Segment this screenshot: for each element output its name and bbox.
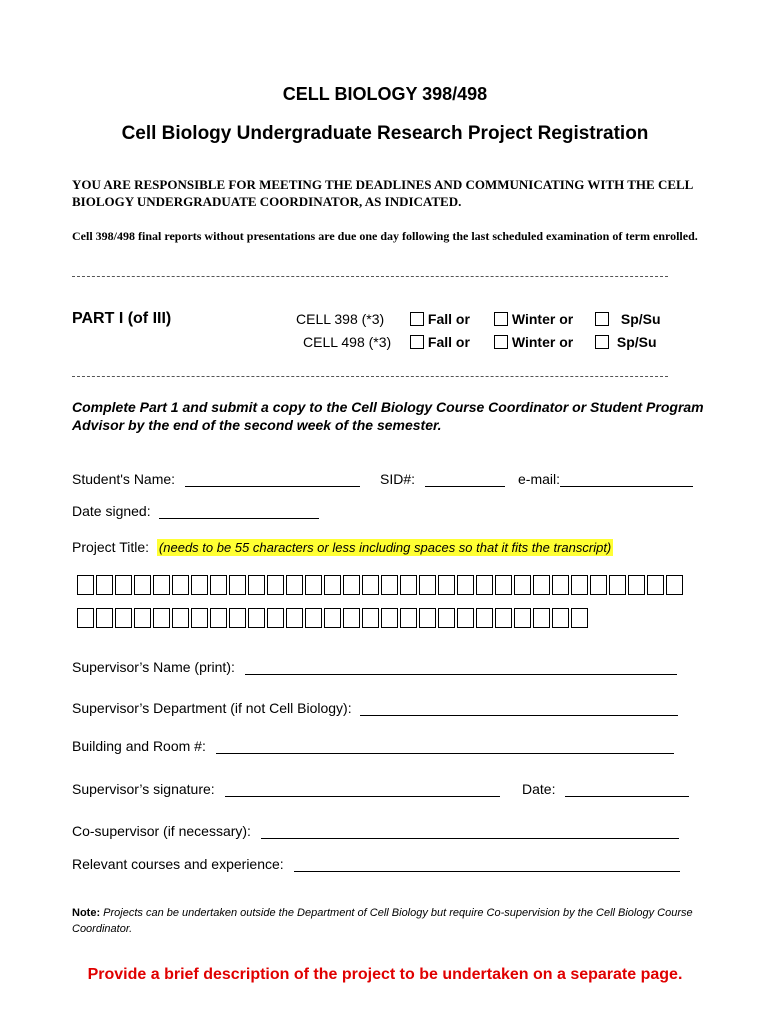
co-supervisor-field[interactable] [261, 823, 679, 839]
project-title-label: Project Title: [72, 539, 150, 555]
title-char-box[interactable] [419, 608, 436, 628]
project-title-hint: (needs to be 55 characters or less including spaces so that it fits the transcript) [158, 540, 612, 555]
supervisor-signature-label: Supervisor’s signature: [72, 781, 215, 797]
title-char-box[interactable] [438, 575, 455, 595]
course-name: CELL 398 [296, 311, 358, 327]
title-char-box[interactable] [552, 575, 569, 595]
title-char-box[interactable] [609, 575, 626, 595]
supervisor-name-row [72, 659, 677, 675]
term-option-spsu-498[interactable]: Sp/Su [595, 334, 657, 350]
title-char-box[interactable] [457, 575, 474, 595]
checkbox-winter-498[interactable] [494, 335, 508, 349]
checkbox-fall-398[interactable] [410, 312, 424, 326]
student-name-row [72, 471, 360, 487]
building-room-row [72, 738, 674, 754]
title-char-box[interactable] [552, 608, 569, 628]
title-char-box[interactable] [666, 575, 683, 595]
course-units: (*3) [361, 311, 385, 327]
title-box-row-1[interactable] [77, 575, 685, 595]
title-char-box[interactable] [267, 575, 284, 595]
title-char-box[interactable] [647, 575, 664, 595]
date-signed-row [72, 503, 319, 519]
title-char-box[interactable] [134, 575, 151, 595]
form-title: Cell Biology Undergraduate Research Project Registration [121, 123, 649, 144]
project-title-row [72, 539, 613, 555]
title-char-box[interactable] [172, 608, 189, 628]
relevant-courses-label: Relevant courses and experience: [72, 856, 284, 872]
date-signed-label: Date signed: [72, 503, 151, 519]
title-char-box[interactable] [628, 575, 645, 595]
title-char-box[interactable] [267, 608, 284, 628]
title-char-box[interactable] [400, 575, 417, 595]
title-char-box[interactable] [381, 608, 398, 628]
title-char-box[interactable] [381, 575, 398, 595]
supervisor-department-row [72, 700, 678, 716]
title-char-box[interactable] [305, 608, 322, 628]
sid-row [380, 471, 505, 487]
title-char-box[interactable] [571, 608, 588, 628]
sid-label: SID#: [380, 471, 416, 487]
title-char-box[interactable] [400, 608, 417, 628]
title-char-box[interactable] [229, 575, 246, 595]
note-text: Projects can be undertaken outside the Department of Cell Biology but require Co-supervision by the Cell Biology Course Coordinator. [72, 907, 693, 935]
checkbox-spsu-398[interactable] [595, 312, 609, 326]
co-supervisor-row [72, 823, 679, 839]
email-field[interactable] [560, 471, 693, 487]
supervisor-name-label: Supervisor’s Name (print): [72, 659, 235, 675]
title-char-box[interactable] [514, 608, 531, 628]
title-char-box[interactable] [115, 575, 132, 595]
co-supervision-note [72, 905, 712, 937]
course-cell-498 [303, 334, 391, 350]
checkbox-spsu-498[interactable] [595, 335, 609, 349]
title-char-box[interactable] [191, 575, 208, 595]
note-label: Note: [72, 907, 101, 919]
course-cell-398 [296, 311, 384, 327]
supervisor-signature-row [72, 781, 500, 797]
title-char-box[interactable] [590, 575, 607, 595]
title-char-box[interactable] [362, 575, 379, 595]
term-option-winter-498[interactable]: Winter or [494, 334, 573, 350]
title-char-box[interactable] [476, 608, 493, 628]
title-char-box[interactable] [533, 575, 550, 595]
title-char-box[interactable] [533, 608, 550, 628]
submission-instruction: Complete Part 1 and submit a copy to the Cell Biology Course Coordinator or Student Program Advisor by the end of the second week of the semester. [72, 399, 704, 433]
date-row [522, 781, 689, 797]
title-char-box[interactable] [476, 575, 493, 595]
title-char-box[interactable] [77, 608, 94, 628]
title-char-box[interactable] [172, 575, 189, 595]
title-char-box[interactable] [77, 575, 94, 595]
course-code-heading: CELL BIOLOGY 398/498 [282, 84, 488, 104]
title-char-box[interactable] [248, 608, 265, 628]
title-char-box[interactable] [96, 575, 113, 595]
title-char-box[interactable] [210, 608, 227, 628]
part-label: PART I (of III) [72, 310, 172, 327]
title-char-box[interactable] [419, 575, 436, 595]
checkbox-fall-498[interactable] [410, 335, 424, 349]
responsibility-notice: YOU ARE RESPONSIBLE FOR MEETING THE DEADLINES AND COMMUNICATING WITH THE CELL BIOLOGY UNDERGRADUATE COORDINATOR, AS INDICATED. [72, 177, 693, 209]
dashed-divider-bottom [72, 376, 668, 377]
term-option-winter-398[interactable]: Winter or [494, 311, 573, 327]
title-char-box[interactable] [495, 575, 512, 595]
project-description-instruction: Provide a brief description of the project to be undertaken on a separate page. [87, 966, 683, 983]
course-units: (*3) [368, 334, 392, 350]
supervisor-name-field[interactable] [245, 659, 677, 675]
term-option-fall-398[interactable]: Fall or [410, 311, 470, 327]
title-char-box[interactable] [229, 608, 246, 628]
title-char-box[interactable] [191, 608, 208, 628]
title-char-box[interactable] [96, 608, 113, 628]
title-box-row-2[interactable] [77, 608, 590, 628]
supervisor-department-field[interactable] [360, 700, 678, 716]
title-char-box[interactable] [305, 575, 322, 595]
course-name: CELL 498 [303, 334, 365, 350]
email-label: e-mail: [518, 471, 561, 487]
title-char-box[interactable] [324, 608, 341, 628]
sid-field[interactable] [425, 471, 505, 487]
title-char-box[interactable] [343, 575, 360, 595]
title-char-box[interactable] [248, 575, 265, 595]
title-char-box[interactable] [115, 608, 132, 628]
title-char-box[interactable] [362, 608, 379, 628]
building-room-field[interactable] [216, 738, 674, 754]
title-char-box[interactable] [457, 608, 474, 628]
title-char-box[interactable] [134, 608, 151, 628]
title-char-box[interactable] [571, 575, 588, 595]
title-char-box[interactable] [286, 575, 303, 595]
student-name-label: Student's Name: [72, 471, 176, 487]
co-supervisor-label: Co-supervisor (if necessary): [72, 823, 251, 839]
title-char-box[interactable] [438, 608, 455, 628]
final-reports-notice: Cell 398/498 final reports without presentations are due one day following the last scheduled examination of term enrolled. [72, 229, 698, 243]
date-field[interactable] [565, 781, 689, 797]
supervisor-signature-field[interactable] [225, 781, 500, 797]
building-room-label: Building and Room #: [72, 738, 206, 754]
term-option-fall-498[interactable]: Fall or [410, 334, 470, 350]
title-char-box[interactable] [514, 575, 531, 595]
title-char-box[interactable] [286, 608, 303, 628]
checkbox-winter-398[interactable] [494, 312, 508, 326]
relevant-courses-field[interactable] [294, 856, 680, 872]
date-label: Date: [522, 781, 556, 797]
title-char-box[interactable] [324, 575, 341, 595]
relevant-courses-row [72, 856, 680, 872]
title-char-box[interactable] [153, 575, 170, 595]
student-name-field[interactable] [185, 471, 360, 487]
title-char-box[interactable] [210, 575, 227, 595]
email-row [518, 471, 693, 487]
date-signed-field[interactable] [159, 503, 319, 519]
dashed-divider-top [72, 276, 668, 277]
title-char-box[interactable] [153, 608, 170, 628]
title-char-box[interactable] [495, 608, 512, 628]
supervisor-department-label: Supervisor’s Department (if not Cell Biology): [72, 700, 352, 716]
title-char-box[interactable] [343, 608, 360, 628]
term-option-spsu-398[interactable]: Sp/Su [595, 311, 661, 327]
